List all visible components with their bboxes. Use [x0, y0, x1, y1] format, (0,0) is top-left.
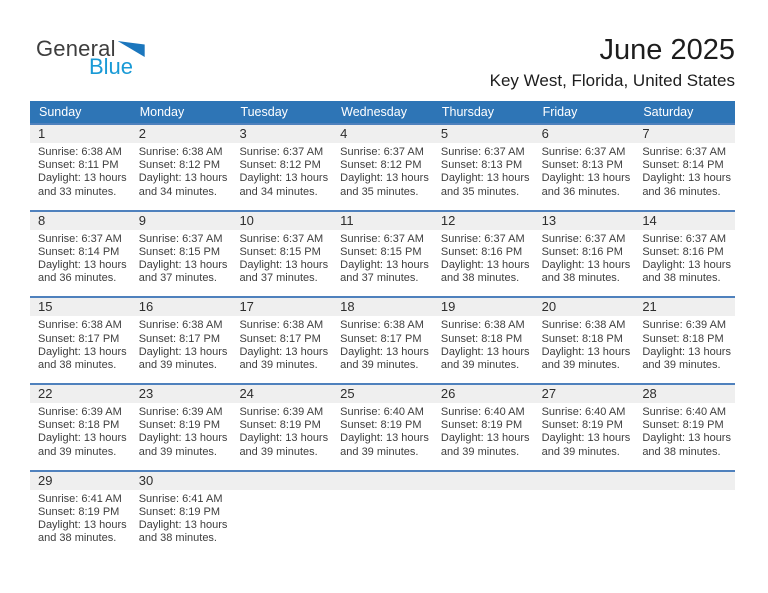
- daylight-text-line1: Daylight: 13 hours: [340, 172, 429, 185]
- day-number: 13: [534, 212, 635, 230]
- day-details: [30, 490, 131, 546]
- weekday-header-monday: Monday: [139, 105, 185, 119]
- sunrise-text: Sunrise: 6:37 AM: [541, 146, 626, 158]
- sunset-text: Sunset: 8:18 PM: [38, 419, 120, 432]
- sunset-text: Sunset: 8:12 PM: [239, 159, 321, 172]
- sunrise-text: Sunrise: 6:40 AM: [541, 406, 626, 419]
- day-cell-13: [534, 212, 635, 297]
- weekday-header-saturday: Saturday: [643, 105, 694, 119]
- sunrise-text: Sunrise: 6:38 AM: [239, 319, 324, 332]
- day-number: 12: [433, 212, 534, 230]
- day-number: 11: [332, 212, 433, 230]
- day-number: 26: [433, 385, 534, 403]
- day-details: [534, 230, 635, 286]
- daylight-text-line2: and 39 minutes.: [239, 358, 318, 371]
- day-number: 28: [634, 385, 735, 403]
- daylight-text-line2: and 39 minutes.: [340, 358, 419, 371]
- day-number: 3: [231, 125, 332, 143]
- day-number: 21: [634, 298, 735, 316]
- daylight-text-line2: and 39 minutes.: [440, 445, 520, 458]
- day-details: [131, 316, 232, 372]
- empty-day-cell: [332, 472, 433, 557]
- day-details: [332, 316, 433, 372]
- sunset-text: Sunset: 8:19 PM: [440, 419, 523, 432]
- logo-text-general: General: [36, 36, 116, 61]
- daylight-text-line2: and 39 minutes.: [138, 445, 217, 458]
- day-details: [131, 143, 232, 199]
- daylight-text-line2: and 38 minutes.: [138, 532, 217, 545]
- daylight-text-line2: and 39 minutes.: [541, 445, 620, 458]
- day-details: [131, 230, 232, 286]
- day-number: 9: [131, 212, 232, 230]
- daylight-text-line1: Daylight: 13 hours: [138, 432, 228, 445]
- empty-day-cell: [231, 472, 332, 557]
- day-cell-10: [231, 212, 332, 297]
- sunset-text: Sunset: 8:12 PM: [138, 159, 221, 172]
- sunset-text: Sunset: 8:16 PM: [642, 245, 724, 258]
- sunset-text: Sunset: 8:19 PM: [340, 419, 422, 432]
- sunrise-text: Sunrise: 6:37 AM: [340, 146, 424, 158]
- daylight-text-line1: Daylight: 13 hours: [239, 259, 329, 272]
- day-details: [30, 403, 131, 459]
- day-details: [433, 230, 534, 286]
- day-details: [131, 403, 232, 459]
- sunrise-text: Sunrise: 6:37 AM: [440, 232, 525, 245]
- daylight-text-line1: Daylight: 13 hours: [38, 432, 127, 445]
- daylight-text-line1: Daylight: 13 hours: [440, 172, 530, 185]
- sunset-text: Sunset: 8:18 PM: [440, 332, 523, 345]
- empty-day-cell: [634, 472, 735, 557]
- daylight-text-line1: Daylight: 13 hours: [440, 345, 530, 358]
- daylight-text-line1: Daylight: 13 hours: [138, 345, 228, 358]
- sunset-text: Sunset: 8:12 PM: [340, 159, 422, 172]
- day-details: [433, 143, 534, 199]
- daylight-text-line2: and 39 minutes.: [541, 358, 620, 371]
- day-number: 19: [433, 298, 534, 316]
- day-cell-2: [131, 125, 232, 210]
- day-band-empty: [634, 472, 735, 490]
- day-number: 14: [634, 212, 735, 230]
- daylight-text-line1: Daylight: 13 hours: [138, 519, 228, 532]
- day-cell-3: [231, 125, 332, 210]
- daylight-text-line2: and 34 minutes.: [239, 185, 318, 198]
- sunrise-text: Sunrise: 6:38 AM: [138, 146, 223, 158]
- daylight-text-line2: and 39 minutes.: [440, 358, 520, 371]
- sunset-text: Sunset: 8:19 PM: [239, 419, 321, 432]
- day-number: 2: [131, 125, 232, 143]
- day-number: 25: [332, 385, 433, 403]
- sunset-text: Sunset: 8:19 PM: [541, 419, 623, 432]
- day-number: 24: [231, 385, 332, 403]
- day-cell-22: [30, 385, 131, 470]
- sunset-text: Sunset: 8:15 PM: [239, 245, 321, 258]
- page-title: June 2025: [599, 34, 735, 66]
- daylight-text-line2: and 37 minutes.: [138, 272, 217, 285]
- day-cell-5: [433, 125, 534, 210]
- sunrise-text: Sunrise: 6:38 AM: [38, 319, 122, 332]
- sunrise-text: Sunrise: 6:38 AM: [38, 146, 122, 158]
- sunrise-text: Sunrise: 6:38 AM: [440, 319, 525, 332]
- daylight-text-line1: Daylight: 13 hours: [642, 259, 731, 272]
- day-cell-4: [332, 125, 433, 210]
- day-details: [30, 316, 131, 372]
- sunset-text: Sunset: 8:19 PM: [38, 505, 120, 518]
- day-number: 16: [131, 298, 232, 316]
- sunset-text: Sunset: 8:15 PM: [138, 245, 221, 258]
- day-number: 30: [131, 472, 232, 490]
- sunrise-text: Sunrise: 6:38 AM: [340, 319, 424, 332]
- weekday-header-wednesday: Wednesday: [341, 105, 407, 119]
- day-cell-28: [634, 385, 735, 470]
- sunrise-text: Sunrise: 6:37 AM: [440, 146, 525, 158]
- day-details: [332, 143, 433, 199]
- sunrise-text: Sunrise: 6:37 AM: [340, 232, 424, 245]
- daylight-text-line1: Daylight: 13 hours: [239, 345, 329, 358]
- day-band-empty: [231, 472, 332, 490]
- calendar-weeks: [30, 123, 735, 556]
- daylight-text-line2: and 33 minutes.: [38, 185, 117, 198]
- sunrise-text: Sunrise: 6:37 AM: [138, 232, 223, 245]
- daylight-text-line2: and 37 minutes.: [340, 272, 419, 285]
- weekday-header-friday: Friday: [542, 105, 578, 119]
- day-cell-6: [534, 125, 635, 210]
- day-number: 6: [534, 125, 635, 143]
- sunrise-text: Sunrise: 6:41 AM: [38, 492, 122, 505]
- day-cell-30: [131, 472, 232, 557]
- day-cell-27: [534, 385, 635, 470]
- daylight-text-line2: and 34 minutes.: [138, 185, 217, 198]
- day-band-empty: [332, 472, 433, 490]
- day-cell-15: [30, 298, 131, 383]
- day-details: [534, 403, 635, 459]
- day-details: [433, 316, 534, 372]
- sunrise-text: Sunrise: 6:37 AM: [642, 146, 727, 158]
- daylight-text-line2: and 38 minutes.: [541, 272, 620, 285]
- day-details: [534, 316, 635, 372]
- day-details: [634, 316, 735, 372]
- header-titles: [490, 34, 735, 91]
- day-cell-21: [634, 298, 735, 383]
- weekday-header-row: [30, 101, 735, 123]
- daylight-text-line1: Daylight: 13 hours: [138, 172, 228, 185]
- daylight-text-line2: and 38 minutes.: [642, 445, 721, 458]
- daylight-text-line2: and 39 minutes.: [642, 358, 721, 371]
- daylight-text-line1: Daylight: 13 hours: [239, 432, 329, 445]
- week-row-4: [30, 383, 735, 470]
- daylight-text-line2: and 36 minutes.: [642, 185, 721, 198]
- week-row-5: [30, 470, 735, 557]
- day-details: [231, 230, 332, 286]
- empty-day-cell: [433, 472, 534, 557]
- daylight-text-line2: and 39 minutes.: [239, 445, 318, 458]
- day-number: 17: [231, 298, 332, 316]
- calendar-table: [30, 101, 735, 556]
- daylight-text-line2: and 38 minutes.: [642, 272, 721, 285]
- sunrise-text: Sunrise: 6:38 AM: [541, 319, 626, 332]
- day-details: [231, 316, 332, 372]
- day-number: 23: [131, 385, 232, 403]
- sunset-text: Sunset: 8:17 PM: [138, 332, 221, 345]
- daylight-text-line2: and 35 minutes.: [340, 185, 419, 198]
- sunset-text: Sunset: 8:16 PM: [440, 245, 523, 258]
- daylight-text-line2: and 38 minutes.: [440, 272, 520, 285]
- weekday-header-sunday: Sunday: [39, 105, 82, 119]
- sunset-text: Sunset: 8:13 PM: [440, 159, 523, 172]
- sunrise-text: Sunrise: 6:39 AM: [239, 406, 324, 419]
- daylight-text-line1: Daylight: 13 hours: [239, 172, 329, 185]
- daylight-text-line2: and 39 minutes.: [138, 358, 217, 371]
- day-cell-17: [231, 298, 332, 383]
- weekday-header-thursday: Thursday: [441, 105, 494, 119]
- day-band-empty: [433, 472, 534, 490]
- day-number: 20: [534, 298, 635, 316]
- day-details: [231, 143, 332, 199]
- sunset-text: Sunset: 8:14 PM: [642, 159, 724, 172]
- day-number: 27: [534, 385, 635, 403]
- sunrise-text: Sunrise: 6:40 AM: [642, 406, 727, 419]
- daylight-text-line1: Daylight: 13 hours: [340, 345, 429, 358]
- sunset-text: Sunset: 8:11 PM: [38, 159, 119, 172]
- daylight-text-line1: Daylight: 13 hours: [38, 519, 127, 532]
- day-number: 8: [30, 212, 131, 230]
- day-cell-8: [30, 212, 131, 297]
- daylight-text-line1: Daylight: 13 hours: [138, 259, 228, 272]
- day-number: 7: [634, 125, 735, 143]
- location-subtitle: Key West, Florida, United States: [489, 71, 735, 90]
- day-details: [332, 403, 433, 459]
- sunset-text: Sunset: 8:16 PM: [541, 245, 623, 258]
- day-cell-7: [634, 125, 735, 210]
- daylight-text-line1: Daylight: 13 hours: [642, 345, 731, 358]
- day-details: [30, 230, 131, 286]
- day-number: 5: [433, 125, 534, 143]
- daylight-text-line1: Daylight: 13 hours: [38, 345, 127, 358]
- daylight-text-line1: Daylight: 13 hours: [642, 172, 731, 185]
- daylight-text-line2: and 36 minutes.: [541, 185, 620, 198]
- logo-text-blue: Blue: [89, 54, 134, 79]
- sunset-text: Sunset: 8:17 PM: [239, 332, 321, 345]
- sunrise-text: Sunrise: 6:40 AM: [340, 406, 424, 419]
- day-details: [433, 403, 534, 459]
- day-number: 10: [231, 212, 332, 230]
- day-cell-29: [30, 472, 131, 557]
- day-cell-20: [534, 298, 635, 383]
- sunset-text: Sunset: 8:18 PM: [642, 332, 724, 345]
- sunset-text: Sunset: 8:15 PM: [340, 245, 422, 258]
- day-details: [534, 143, 635, 199]
- day-cell-14: [634, 212, 735, 297]
- daylight-text-line1: Daylight: 13 hours: [541, 432, 631, 445]
- weekday-header-tuesday: Tuesday: [240, 105, 288, 119]
- daylight-text-line1: Daylight: 13 hours: [440, 259, 530, 272]
- day-details: [30, 143, 131, 199]
- sunrise-text: Sunrise: 6:37 AM: [642, 232, 727, 245]
- daylight-text-line2: and 36 minutes.: [38, 272, 117, 285]
- day-number: 4: [332, 125, 433, 143]
- daylight-text-line2: and 37 minutes.: [239, 272, 318, 285]
- daylight-text-line2: and 39 minutes.: [340, 445, 419, 458]
- day-band-empty: [534, 472, 635, 490]
- sunrise-text: Sunrise: 6:37 AM: [38, 232, 122, 245]
- daylight-text-line2: and 38 minutes.: [38, 532, 117, 545]
- day-details: [332, 230, 433, 286]
- day-details: [131, 490, 232, 546]
- day-details: [634, 143, 735, 199]
- day-details: [634, 230, 735, 286]
- sunrise-text: Sunrise: 6:39 AM: [38, 406, 122, 419]
- daylight-text-line2: and 38 minutes.: [38, 358, 117, 371]
- day-cell-12: [433, 212, 534, 297]
- daylight-text-line1: Daylight: 13 hours: [440, 432, 530, 445]
- sunset-text: Sunset: 8:17 PM: [38, 332, 120, 345]
- daylight-text-line1: Daylight: 13 hours: [541, 172, 631, 185]
- sunset-text: Sunset: 8:17 PM: [340, 332, 422, 345]
- week-row-2: [30, 210, 735, 297]
- week-row-3: [30, 296, 735, 383]
- day-cell-24: [231, 385, 332, 470]
- day-number: 1: [30, 125, 131, 143]
- day-cell-1: [30, 125, 131, 210]
- sunrise-text: Sunrise: 6:39 AM: [138, 406, 223, 419]
- sunset-text: Sunset: 8:19 PM: [138, 505, 221, 518]
- day-number: 29: [30, 472, 131, 490]
- day-cell-23: [131, 385, 232, 470]
- day-cell-18: [332, 298, 433, 383]
- day-cell-9: [131, 212, 232, 297]
- day-number: 18: [332, 298, 433, 316]
- daylight-text-line1: Daylight: 13 hours: [38, 172, 127, 185]
- week-row-1: [30, 123, 735, 210]
- day-number: 22: [30, 385, 131, 403]
- daylight-text-line1: Daylight: 13 hours: [541, 259, 631, 272]
- empty-day-cell: [534, 472, 635, 557]
- sunrise-text: Sunrise: 6:37 AM: [239, 232, 324, 245]
- general-blue-logo: [36, 37, 145, 78]
- daylight-text-line1: Daylight: 13 hours: [340, 432, 429, 445]
- day-details: [634, 403, 735, 459]
- day-cell-16: [131, 298, 232, 383]
- daylight-text-line2: and 39 minutes.: [38, 445, 117, 458]
- day-details: [231, 403, 332, 459]
- sunset-text: Sunset: 8:13 PM: [541, 159, 623, 172]
- daylight-text-line1: Daylight: 13 hours: [541, 345, 631, 358]
- day-number: 15: [30, 298, 131, 316]
- day-cell-19: [433, 298, 534, 383]
- daylight-text-line2: and 35 minutes.: [440, 185, 520, 198]
- day-cell-26: [433, 385, 534, 470]
- sunrise-text: Sunrise: 6:39 AM: [642, 319, 727, 332]
- sunrise-text: Sunrise: 6:38 AM: [138, 319, 223, 332]
- sunrise-text: Sunrise: 6:37 AM: [239, 146, 324, 158]
- sunrise-text: Sunrise: 6:41 AM: [138, 492, 223, 505]
- daylight-text-line1: Daylight: 13 hours: [642, 432, 731, 445]
- sunset-text: Sunset: 8:14 PM: [38, 245, 120, 258]
- sunrise-text: Sunrise: 6:37 AM: [541, 232, 626, 245]
- day-cell-11: [332, 212, 433, 297]
- daylight-text-line1: Daylight: 13 hours: [340, 259, 429, 272]
- sunset-text: Sunset: 8:19 PM: [642, 419, 724, 432]
- sunrise-text: Sunrise: 6:40 AM: [440, 406, 525, 419]
- sunset-text: Sunset: 8:19 PM: [138, 419, 221, 432]
- day-cell-25: [332, 385, 433, 470]
- daylight-text-line1: Daylight: 13 hours: [38, 259, 127, 272]
- sunset-text: Sunset: 8:18 PM: [541, 332, 623, 345]
